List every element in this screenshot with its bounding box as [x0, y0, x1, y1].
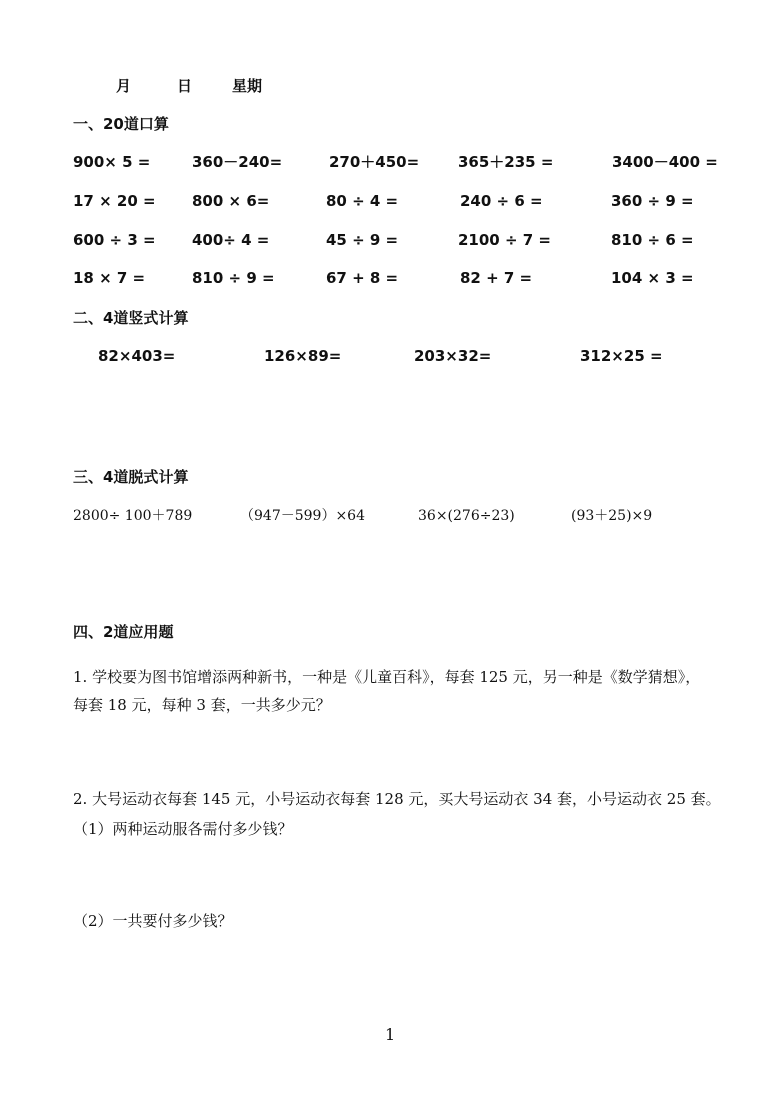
section1-title: 一、20道口算: [73, 115, 169, 133]
header-weekday: 星期: [232, 77, 263, 95]
oral-problem: 270＋450=: [329, 153, 420, 171]
oral-problem: 810 ÷ 9 =: [192, 269, 275, 287]
section2-title: 二、4道竖式计算: [73, 309, 189, 327]
section3-title: 三、4道脱式计算: [73, 468, 189, 486]
page-number: 1: [385, 1025, 396, 1044]
oral-problem: 67 + 8 =: [326, 269, 399, 287]
oral-problem: 2100 ÷ 7 =: [458, 231, 551, 249]
oral-problem: 360 ÷ 9 =: [611, 192, 694, 210]
oral-problem: 3400－400 =: [612, 153, 718, 171]
header-day: 日: [177, 77, 193, 95]
stepwise-problem: (93＋25)×9: [571, 508, 653, 524]
oral-problem: 360－240=: [192, 153, 283, 171]
word-problem-2-line1: 2. 大号运动衣每套 145 元，小号运动衣每套 128 元，买大号运动衣 34 套，小号运动衣 25 套。: [73, 790, 721, 808]
oral-problem: 80 ÷ 4 =: [326, 192, 399, 210]
oral-problem: 104 × 3 =: [611, 269, 694, 287]
vertical-problem: 126×89=: [264, 347, 342, 365]
vertical-problem: 203×32=: [414, 347, 492, 365]
vertical-problem: 82×403=: [98, 347, 176, 365]
word-problem-1-line1: 1. 学校要为图书馆增添两种新书，一种是《儿童百科》，每套 125 元，另一种是《数学猜想》，: [73, 668, 701, 686]
oral-problem: 45 ÷ 9 =: [326, 231, 399, 249]
oral-problem: 600 ÷ 3 =: [73, 231, 156, 249]
word-problem-1-line2: 每套 18 元，每种 3 套，一共多少元？: [73, 696, 331, 714]
oral-problem: 900× 5 =: [73, 153, 151, 171]
oral-problem: 800 × 6=: [192, 192, 270, 210]
oral-problem: 18 × 7 =: [73, 269, 146, 287]
oral-problem: 240 ÷ 6 =: [460, 192, 543, 210]
oral-problem: 17 × 20 =: [73, 192, 156, 210]
oral-problem: 82 + 7 =: [460, 269, 533, 287]
oral-problem: 810 ÷ 6 =: [611, 231, 694, 249]
word-problem-2-sub2: （2）一共要付多少钱？: [73, 912, 233, 930]
oral-problem: 400÷ 4 =: [192, 231, 270, 249]
stepwise-problem: （947－599）×64: [240, 508, 365, 524]
word-problem-2-sub1: （1）两种运动服各需付多少钱？: [73, 820, 293, 838]
stepwise-problem: 36×(276÷23): [418, 508, 515, 524]
oral-problem: 365＋235 =: [458, 153, 554, 171]
vertical-problem: 312×25 =: [580, 347, 663, 365]
section4-title: 四、2道应用题: [73, 623, 174, 641]
header-month: 月: [116, 77, 132, 95]
stepwise-problem: 2800÷ 100＋789: [73, 508, 193, 524]
